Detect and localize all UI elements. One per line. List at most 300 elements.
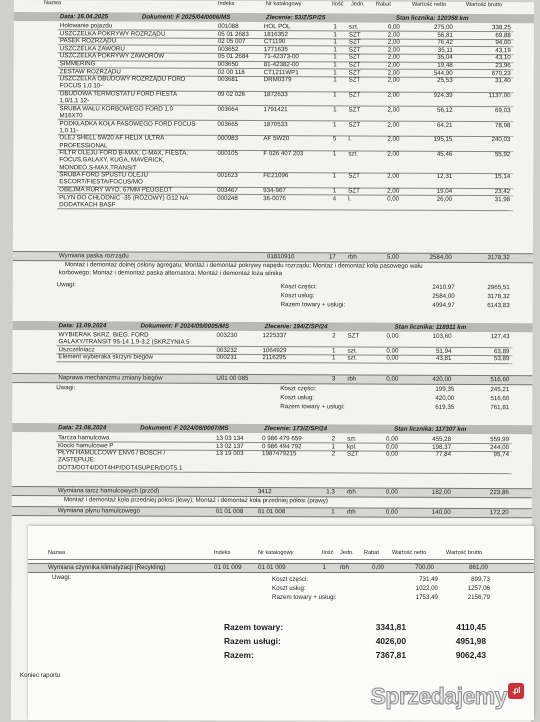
totals-label: Razem usługi: — [224, 636, 281, 646]
item-qty: 1 — [332, 187, 337, 195]
item-unit: SZT — [348, 38, 361, 46]
item-net: 56,81 — [437, 31, 453, 39]
service-discount: 0,00 — [385, 488, 398, 496]
item-qty: 1 — [333, 38, 337, 46]
item-discount: 0,00 — [386, 332, 399, 340]
item-catalog-number: F 026 407 203 — [263, 150, 304, 158]
item-gross: 69,88 — [495, 31, 511, 39]
item-index: 13 02 137 — [216, 442, 244, 450]
order-date: Data: 16.04.2025 — [59, 13, 109, 21]
totals-gross: 9062,43 — [455, 650, 486, 660]
item-gross: 338,25 — [491, 24, 511, 32]
item-name-line: ŚRUBA FORD SPUSTU OLEJU — [59, 171, 148, 179]
item-net: 198,37 — [432, 443, 452, 451]
item-gross: 43,19 — [495, 46, 511, 54]
item-index: 003230 — [216, 331, 238, 339]
item-catalog-number: 81-42382-00 — [263, 61, 299, 69]
item-discount: 2,00 — [387, 172, 400, 180]
item-catalog-number: 1771635 — [263, 45, 288, 53]
item-name — [58, 331, 189, 346]
item-index: 003681 — [217, 76, 239, 84]
col-netto: Wartość netto — [411, 1, 447, 8]
item-gross: 31,40 — [495, 77, 511, 85]
item-catalog-number: 71-42373-00 — [263, 53, 299, 61]
service-name: Wymiana płynu hamulcowego — [57, 507, 140, 515]
col-rabat: Rabat — [375, 1, 391, 8]
item-gross: 559,99 — [490, 436, 510, 444]
service-unit: rbh — [347, 375, 357, 383]
item-name-line: USZCZELKA POKRYWY ROZRZĄDU — [59, 29, 166, 38]
item-discount: 0,00 — [385, 450, 399, 458]
item-name — [58, 449, 183, 471]
item-net: 64,21 — [436, 121, 453, 129]
item-gross: 63,89 — [493, 347, 510, 355]
item-gross: 55,92 — [494, 151, 511, 159]
item-discount: 0,00 — [387, 195, 400, 203]
item-name-line: DOT3/DOT4/DOT4HP/DOT4SUPER/DOT5.1 — [57, 463, 183, 472]
service-desc-line: Montaż i demontaż koła przedniej półosi (lewy); Montaż i demontaż koła przedniej półosi (prawy) — [63, 496, 328, 505]
item-gross: 78,98 — [494, 121, 511, 129]
item-qty: 1 — [333, 76, 337, 84]
item-unit: SZT — [348, 91, 361, 99]
item-discount: 2,00 — [387, 91, 400, 99]
item-name — [60, 75, 186, 90]
item-catalog-number: 1791421 — [263, 105, 288, 113]
totals-net: 3341,81 — [375, 622, 406, 632]
item-index: 13 19 003 — [216, 450, 244, 458]
item-net: 924,39 — [433, 91, 453, 99]
item-name-line: ŚRUBA WAŁU KORBOWEGO FORD 1.0 — [59, 104, 174, 113]
order-zlecenie: Zlecenie: 53/Z/SP/25 — [265, 14, 326, 22]
totals-gross: 761,81 — [490, 404, 510, 412]
col-brutto: Wartość brutto — [446, 550, 483, 556]
totals-gross: 4110,45 — [456, 622, 486, 632]
item-catalog-number: FE21096 — [263, 172, 289, 180]
totals-gross: 3178,32 — [487, 293, 510, 301]
totals-net: 2584,00 — [432, 292, 455, 300]
item-name-line: OLEJ SHELL 5W20 AF HELIX ULTRA — [59, 134, 165, 143]
service-nr: 01 01 009 — [258, 564, 286, 571]
totals-net: 2410,97 — [432, 283, 455, 291]
item-index: 05 01 2683 — [217, 30, 249, 38]
item-name-line: Holowanie pojazdu — [59, 22, 113, 30]
item-gross: 127,43 — [490, 333, 510, 341]
item-name-line: PODKŁADKA KOŁA PASOWEGO FORD FOCUS — [59, 119, 196, 128]
item-net: 56,12 — [437, 106, 453, 114]
totals-gross: 2156,79 — [467, 594, 490, 601]
service-qty: 3 — [331, 375, 336, 383]
totals-label: Koszt części: — [280, 283, 317, 291]
item-qty: 1 — [333, 91, 337, 99]
service-net: 700,00 — [415, 564, 434, 571]
item-qty: 1 — [333, 61, 337, 69]
totals-net: 7367,81 — [375, 650, 406, 660]
item-catalog-number: 0 986 494 792 — [262, 442, 302, 450]
item-net: 195,15 — [433, 136, 453, 144]
item-discount: 0,00 — [386, 435, 399, 443]
totals-label: Razem towary: — [224, 622, 284, 632]
item-gross: 244,00 — [490, 443, 510, 451]
service-nr: 01810910 — [266, 253, 295, 261]
order-date: Data: 21.08.2024 — [58, 424, 107, 432]
item-name-line: SIMMERING — [59, 60, 96, 68]
watermark-logo — [371, 683, 524, 710]
service-unit: rbh — [347, 253, 357, 261]
item-unit: l. — [348, 135, 352, 143]
service-name: Wymiana paska rozrządu — [58, 252, 129, 260]
item-name-line: Element wybieraka skrzyni biegów — [58, 353, 154, 362]
totals-label: Koszt usług: — [280, 292, 315, 300]
watermark-badge: .pl — [508, 683, 524, 699]
item-name-line: DODATKACH BASF — [59, 200, 116, 209]
service-row — [12, 506, 532, 518]
col-nr-katalogowy: Nr katalogowy — [258, 550, 294, 556]
item-net: 25,53 — [437, 77, 453, 85]
service-gross: 516,60 — [490, 376, 510, 384]
item-index: 003467 — [217, 186, 238, 194]
service-discount: 5,00 — [386, 253, 399, 261]
item-discount: 2,00 — [387, 31, 400, 39]
item-unit: szt. — [348, 23, 359, 31]
order-document: Dokument: F 2025/04/0006/MS — [141, 13, 231, 21]
item-unit: SZT — [348, 187, 360, 195]
service-net: 182,00 — [431, 488, 451, 496]
item-unit: szt. — [347, 347, 358, 355]
service-gross: 172,20 — [489, 509, 509, 517]
totals-net: 420,00 — [435, 394, 455, 402]
item-name-line: USZCZELKA ZAWORU — [59, 44, 125, 53]
col-jedn: Jedn. — [340, 550, 354, 556]
item-unit: SZT — [348, 121, 361, 129]
item-unit: szt. — [347, 354, 358, 362]
item-discount: 2,00 — [387, 136, 400, 144]
item-qty: 1 — [332, 120, 337, 129]
item-index: 001623 — [217, 172, 238, 180]
item-index: 003664 — [217, 105, 239, 113]
service-unit: rbh — [340, 564, 349, 571]
item-index: 02 05 007 — [217, 38, 246, 46]
order-odometer: Stan licznika: 118911 km — [394, 323, 467, 331]
item-qty: 2 — [331, 450, 336, 458]
item-qty: 1 — [332, 172, 337, 180]
service-name: Wymiana tarcz hamulcowych (przód) — [57, 487, 160, 495]
totals-label: Razem towary + usługi: — [272, 594, 337, 601]
item-index: 000248 — [217, 194, 238, 202]
item-name-line: Uszczelniacz — [58, 345, 95, 354]
item-unit: SZT — [347, 332, 360, 340]
item-net: 455,28 — [432, 435, 452, 443]
item-gross: 43,10 — [495, 54, 511, 62]
item-name-line: GALAXY/TRANSIT 95-14 1.9-3.2 (SKRZYNIA 5 — [58, 338, 190, 346]
col-nr-katalogowy: Nr katalogowy — [265, 1, 302, 8]
totals-label: Koszt usług: — [280, 394, 315, 402]
totals-gross: 4951,98 — [455, 636, 486, 646]
item-unit: kpl. — [347, 443, 357, 451]
item-discount: 2,00 — [387, 54, 400, 62]
item-index: 09 02 026 — [217, 90, 246, 99]
item-unit: l. — [348, 195, 352, 203]
item-gross: 670,23 — [491, 69, 511, 77]
item-unit: SZT — [348, 46, 361, 54]
col-netto: Wartość netto — [392, 550, 427, 556]
service-description — [13, 261, 533, 279]
col-nazwa: Nazwa — [48, 550, 66, 556]
item-index: 003665 — [217, 120, 239, 128]
item-qty: 1 — [332, 347, 336, 355]
item-name-line: USZCZELKA OBUDOWY ROZRZĄDU FORD — [59, 75, 186, 83]
order-header — [12, 423, 532, 434]
totals-label: Razem towary + usługi: — [280, 403, 345, 411]
item-qty: 1 — [333, 23, 337, 31]
item-discount: 2,00 — [387, 61, 400, 69]
item-discount: 0,00 — [386, 355, 399, 363]
item-discount: 2,00 — [387, 38, 400, 46]
item-name-line: FOCUS 1,0 10- — [59, 82, 103, 90]
table-row — [12, 449, 532, 473]
order-date: Data: 11.09.2024 — [58, 322, 107, 330]
service-row — [28, 563, 534, 573]
item-discount: 2,00 — [387, 69, 400, 77]
col-rabat: Rabat — [364, 550, 379, 556]
uwagi-text: Uwagi: — [56, 281, 76, 289]
item-qty: 1 — [333, 53, 337, 61]
item-index: 05 01 2684 — [217, 53, 249, 61]
item-catalog-number: 1225337 — [262, 332, 287, 340]
item-net: 35,04 — [437, 54, 453, 62]
col-ilosc: Ilość — [322, 550, 334, 556]
item-gross: 69,03 — [495, 106, 511, 114]
item-discount: 2,00 — [387, 150, 400, 158]
totals-label: Razem: — [224, 650, 254, 660]
totals-gross: 1257,06 — [467, 585, 490, 592]
col-nazwa: Nazwa — [43, 0, 62, 7]
service-unit: rbh — [346, 508, 356, 516]
item-index: 000231 — [216, 354, 238, 362]
item-catalog-number: DRM0379 — [263, 76, 292, 84]
item-name — [59, 135, 164, 150]
order-zlecenie: Zlecenie: 173/Z/SP/24 — [264, 425, 328, 433]
service-row — [12, 373, 532, 385]
footer-text: Koniec raportu — [20, 672, 61, 679]
service-desc-line: Montaż i demontaż dolnej osłony agregatu; Montaż i demontaż pokrywy napędu rozrządu; Montaż i demontaż koła pasowego wału — [64, 261, 423, 270]
service-nr: 01 01 008 — [257, 508, 286, 516]
service-index: U01 00 085 — [216, 374, 249, 383]
item-discount: 2,00 — [387, 76, 400, 84]
item-index: 001088 — [217, 22, 239, 30]
item-gross: 1137,00 — [488, 92, 511, 100]
totals-label: Razem towary + usługi: — [280, 301, 346, 309]
service-net: 420,00 — [432, 375, 452, 383]
totals-net: 1753,49 — [415, 594, 438, 601]
totals-gross: 899,73 — [471, 576, 490, 583]
item-net: 19,48 — [437, 61, 453, 69]
item-net: 35,11 — [437, 46, 453, 54]
item-unit: SZT — [348, 76, 361, 84]
service-qty: 1 — [331, 508, 335, 516]
item-name-line: M16X70 — [59, 112, 83, 120]
item-catalog-number: 1870533 — [263, 120, 288, 128]
totals-gross: 6143,83 — [487, 302, 510, 310]
uwagi-text: Uwagi: — [56, 384, 76, 392]
item-catalog-number: AF 5W20 — [263, 135, 290, 143]
item-name-line: ESCORT/FIESTA/FOCUS/MO — [59, 178, 143, 186]
col-brutto: Wartość brutto — [465, 1, 503, 9]
order-document: Dokument: F 2024/09/0005/MS — [140, 322, 229, 330]
totals-net: 4994,97 — [432, 301, 455, 309]
item-discount: 2,00 — [387, 106, 400, 114]
item-net: 544,90 — [433, 69, 453, 77]
item-index: 003232 — [216, 346, 238, 354]
service-qty: 1 — [322, 564, 326, 571]
item-net: 77,84 — [435, 451, 452, 459]
service-net: 140,00 — [431, 508, 451, 516]
totals-label: Koszt usług: — [272, 585, 306, 592]
item-discount: 0,00 — [386, 347, 399, 355]
item-unit: SZT — [348, 69, 361, 77]
totals-net: 619,35 — [435, 403, 455, 411]
item-catalog-number: 2116295 — [262, 354, 287, 362]
item-catalog-number: 1987479215 — [262, 450, 297, 458]
item-discount: 2,00 — [387, 46, 400, 54]
item-net: 43,81 — [435, 355, 452, 363]
totals-gross: 245,21 — [490, 386, 510, 394]
item-net: 19,04 — [436, 187, 453, 195]
item-name-line: OBEJMA RURY WYD. 67MM PEUGEOT — [59, 186, 173, 194]
item-qty: 1 — [333, 46, 337, 54]
service-gross: 3178,32 — [487, 254, 510, 262]
table-row — [13, 149, 533, 173]
item-unit: SZT — [348, 31, 361, 39]
item-name-line: OBUDOWA TERMOSTATU FORD FIESTA — [59, 90, 178, 98]
service-discount: 0,00 — [385, 508, 398, 516]
item-index: 02 00 118 — [217, 68, 245, 76]
item-name-line: PŁYN DO CHŁODNIC -35 (RÓŻOWY) G12 NA — [59, 193, 189, 202]
service-desc-line: korbowego; Montaż i demontaż paska alternatora; Montaż i demontaż loża silnika — [58, 269, 283, 278]
item-name-line: Tarcza hamulcowa — [58, 434, 110, 442]
item-qty: 1 — [332, 150, 337, 158]
service-net: 2584,00 — [429, 253, 452, 261]
item-name-line: WYBIERAK SKRZ. BIEG. FORD — [58, 331, 149, 339]
item-gross: 240,03 — [491, 136, 511, 144]
service-index: 01 01 008 — [215, 507, 244, 516]
service-gross: 861,00 — [469, 564, 488, 571]
item-unit: szt. — [347, 435, 357, 443]
item-name-line: MONDEO,S-MAX,TRANSIT — [59, 163, 137, 172]
item-name-line: PŁYN HAMULCOWY ENV6 / BOSCH / — [58, 449, 166, 457]
item-catalog-number: 36-0076 — [263, 194, 286, 202]
order-zlecenie: Zlecenie: 194/Z/SP/24 — [264, 323, 328, 331]
item-catalog-number: CT1211WP1 — [263, 68, 299, 76]
item-name — [59, 120, 195, 135]
item-gross: 23,42 — [494, 188, 511, 196]
report-page-2 — [20, 526, 534, 720]
item-qty: 5 — [332, 135, 337, 143]
item-name-line: USZCZELKA POKRYWY ZAWORÓW — [59, 52, 165, 61]
col-indeks: Indeks — [214, 550, 231, 556]
item-gross: 53,89 — [493, 355, 510, 363]
col-jedn: Jedn. — [350, 1, 365, 8]
item-qty: 1 — [333, 30, 337, 39]
totals-label: Koszt części: — [280, 385, 317, 393]
item-net: 12,31 — [436, 173, 453, 181]
totals-net: 1022,00 — [415, 585, 438, 592]
item-net: 26,00 — [436, 195, 453, 203]
item-name — [59, 194, 188, 209]
item-index: 003652 — [217, 45, 239, 53]
item-net: 275,00 — [433, 23, 453, 31]
item-qty: 1 — [333, 68, 337, 77]
item-catalog-number: CT1190 — [263, 38, 286, 46]
service-index: 3412 — [257, 488, 272, 496]
item-net: 76,42 — [437, 39, 453, 47]
item-unit: SZT — [347, 450, 359, 458]
item-qty: 1 — [333, 106, 337, 114]
item-index: 000983 — [217, 135, 239, 143]
item-name-line: Klocki hamulcowe P — [58, 441, 114, 450]
item-qty: 1 — [331, 442, 336, 450]
item-name — [59, 105, 173, 120]
item-catalog-number: 934-967 — [263, 187, 286, 195]
service-description — [12, 496, 532, 506]
item-catalog-number: 1816352 — [263, 30, 288, 38]
item-discount: 0,00 — [385, 443, 399, 451]
totals-gross: 2965,51 — [487, 284, 510, 292]
item-gross: 15,14 — [494, 173, 511, 181]
order-odometer: Stan licznika: 117307 km — [394, 425, 467, 433]
item-index: 003650 — [217, 60, 239, 68]
totals-net: 199,35 — [435, 385, 455, 393]
item-net: 45,46 — [436, 151, 453, 159]
item-qty: 4 — [332, 194, 337, 203]
service-unit: rbh — [346, 488, 356, 496]
totals-gross: 516,60 — [490, 395, 510, 403]
item-name-line: PROFESSIONAL — [59, 141, 108, 150]
item-net: 51,94 — [435, 347, 452, 355]
service-discount: 0,00 — [371, 564, 384, 571]
item-discount: 2,00 — [387, 121, 400, 129]
item-name — [59, 171, 148, 186]
item-unit: SZT — [348, 61, 361, 69]
col-ilosc: Ilość — [331, 1, 344, 8]
item-gross: 95,74 — [493, 451, 510, 459]
service-qty: 17 — [328, 253, 336, 261]
item-unit: SZT — [348, 53, 361, 61]
col-indeks: Indeks — [217, 0, 235, 7]
order-document: Dokument: F 2024/08/0007/MS — [140, 424, 229, 432]
item-name — [59, 149, 188, 171]
item-discount: 2,00 — [387, 187, 400, 195]
service-name: Naprawa mechanizmu zmiany biegów — [58, 374, 163, 382]
service-discount: 0,00 — [386, 375, 399, 383]
item-net: 103,60 — [432, 332, 452, 340]
service-index: 01 01 009 — [214, 564, 242, 571]
item-gross: 31,98 — [494, 195, 511, 203]
item-gross: 23,96 — [495, 62, 511, 70]
item-unit: SZT — [348, 172, 360, 180]
item-name — [60, 90, 178, 105]
service-gross: 223,86 — [489, 489, 509, 497]
item-catalog-number: 0 986 479 659 — [262, 435, 302, 443]
item-name-line: 1,0 11- — [59, 126, 79, 135]
column-header-row — [14, 0, 534, 10]
item-index: 000105 — [217, 150, 239, 158]
item-qty: 2 — [331, 435, 336, 443]
item-catalog-number: 1872633 — [263, 91, 288, 99]
item-unit: SZT — [348, 106, 361, 114]
item-qty: 2 — [332, 332, 336, 340]
uwagi-text: Uwagi: — [52, 574, 71, 581]
totals-label: Koszt części: — [272, 576, 309, 583]
